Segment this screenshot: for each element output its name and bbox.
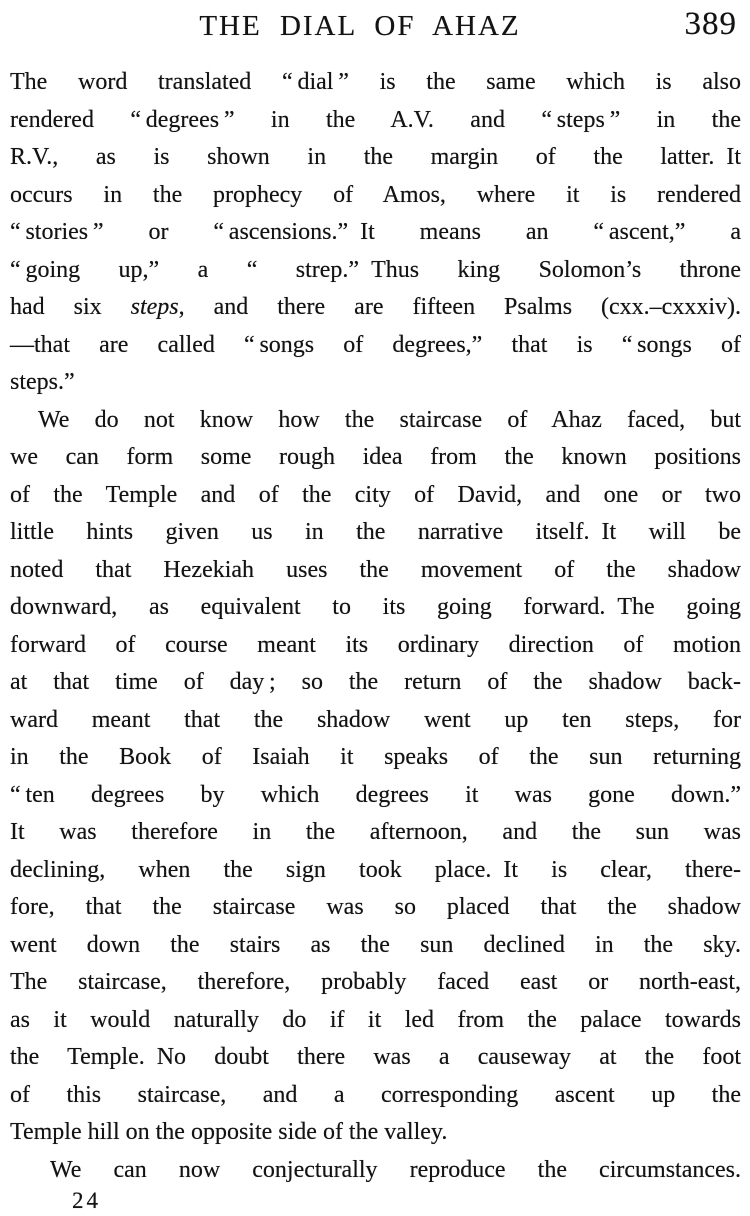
text-line: We can now conjecturally reproduce the circumstances.	[50, 1156, 741, 1183]
text-line: steps.”	[10, 369, 75, 395]
text-line: “ going up,” a “ str​ep.” Thus king Solomon’s throne	[10, 256, 741, 283]
text-line: The word translated “ dial ” is the same which is also	[10, 69, 741, 95]
text-line: of the Temple and of the city of David, and one or two	[10, 481, 741, 508]
text-line: Temple hill on the opposite side of the valley.	[10, 1119, 448, 1145]
text-line: The staircase, therefore, probably faced east or north-east,	[10, 969, 741, 995]
italic-word: steps	[130, 294, 179, 320]
page-number: 389	[684, 6, 737, 42]
text-line: of this staircase, and a corresponding ascent up the	[10, 1081, 741, 1108]
text-line: we can form some rough idea from the known positions	[10, 444, 741, 470]
text-line: as it would naturally do if it led from the palace towards	[10, 1006, 741, 1033]
text-line: “ ten degrees by which degrees it was gone down.”	[10, 781, 741, 808]
text-line: at that time of day ; so the return of the shadow back-	[10, 669, 741, 695]
running-head: THE DIAL OF AHAZ	[199, 10, 521, 42]
text-line: declining, when the sign took place. It is clear, there-	[10, 856, 741, 883]
signature-mark: 24	[72, 1188, 101, 1213]
text-line: little hints given us in the narrative itself. It will be	[10, 519, 741, 545]
text-line: occurs in the prophecy of Amos, where it is rendered	[10, 181, 741, 208]
text-line: It was therefore in the afternoon, and the sun was	[10, 819, 741, 845]
text-line-with-italic	[10, 289, 741, 327]
text-line: R.V., as is shown in the margin of the latter. It	[10, 144, 741, 170]
text-line: in the Book of Isaiah it speaks of the sun returning	[10, 744, 741, 770]
text-line: —that are called “ songs of degrees,” that is “ songs of	[10, 331, 741, 358]
page-body	[10, 64, 741, 1189]
text-segment: , and there are fifteen Psalms (cxx.–cxxxiv).	[178, 294, 741, 320]
text-line: noted that Hezekiah uses the movement of the shadow	[10, 556, 741, 583]
text-segment: had six	[10, 294, 131, 320]
text-line: “ stories ” or “ ascensions.” It means an “ ascent,” a	[10, 219, 741, 245]
text-line: fore, that the staircase was so placed that the shadow	[10, 894, 741, 920]
text-line: downward, as equivalent to its going forward. The going	[10, 594, 741, 620]
text-line: ward meant that the shadow went up ten steps, for	[10, 706, 741, 733]
text-line: We do not know how the staircase of Ahaz faced, but	[38, 406, 741, 433]
text-line: went down the stairs as the sun declined in the sky.	[10, 931, 741, 958]
text-line: rendered “ degrees ” in the A.V. and “ steps ” in the	[10, 106, 741, 133]
page-header	[0, 0, 750, 60]
text-line: forward of course meant its ordinary direction of motion	[10, 631, 741, 658]
text-line: the Temple. No doubt there was a causeway at the foot	[10, 1044, 741, 1070]
